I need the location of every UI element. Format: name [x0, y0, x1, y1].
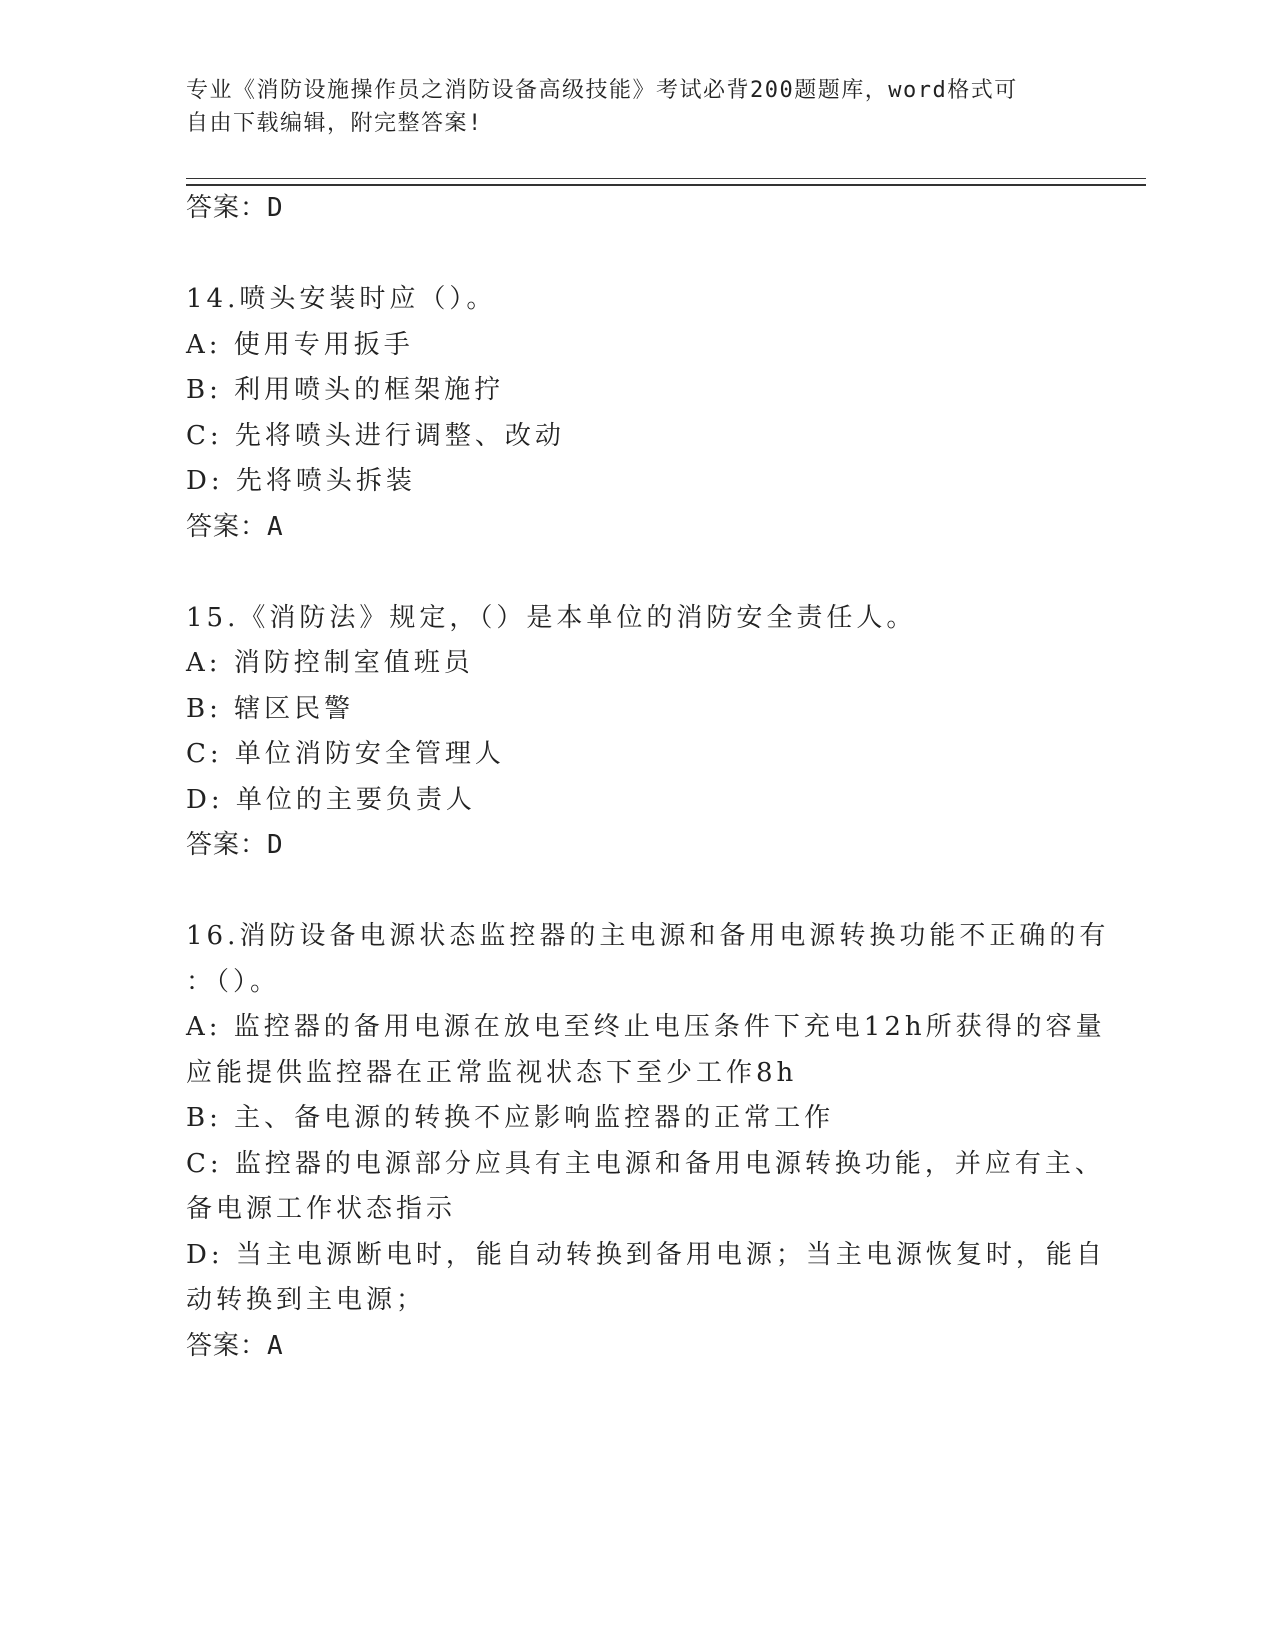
option-b: B: 辖区民警	[186, 693, 355, 724]
option-a: A: 消防控制室值班员	[186, 648, 474, 678]
document-header	[186, 74, 1076, 140]
option-b: B: 利用喷头的框架施拧	[186, 375, 505, 405]
question-stem: 16.消防设备电源状态监控器的主电源和备用电源转换功能不正确的有	[186, 921, 1110, 951]
answer: 答案：D	[186, 830, 284, 860]
question-14	[186, 277, 1086, 550]
option-a: A: 监控器的备用电源在放电至终止电压条件下充电12h所获得的容量	[186, 1012, 1106, 1042]
answer: 答案：A	[186, 511, 284, 542]
question-list	[186, 186, 1110, 1369]
previous-answer: 答案：D	[186, 193, 284, 223]
option-c: C: 监控器的电源部分应具有主电源和备用电源转换功能，并应有主、	[186, 1148, 1105, 1179]
option-c: C: 单位消防安全管理人	[186, 739, 505, 769]
header-line-1: 专业《消防设施操作员之消防设备高级技能》考试必背200题题库，word格式可	[186, 78, 1018, 103]
option-a: A: 使用专用扳手	[186, 329, 414, 360]
question-stem: 14.喷头安装时应（）。	[186, 284, 497, 314]
answer: 答案：A	[186, 1330, 284, 1361]
option-d: D: 当主电源断电时，能自动转换到备用电源；当主电源恢复时，能自	[186, 1239, 1106, 1270]
question-16	[186, 914, 1110, 1369]
option-b: B: 主、备电源的转换不应影响监控器的正常工作	[186, 1103, 835, 1133]
option-d: D: 单位的主要负责人	[186, 784, 476, 815]
question-15	[186, 596, 1086, 869]
option-c-continued: 备电源工作状态指示	[186, 1194, 457, 1224]
header-divider-thin	[186, 178, 1146, 179]
option-a-continued: 应能提供监控器在正常监视状态下至少工作8h	[186, 1057, 798, 1088]
option-d-continued: 动转换到主电源；	[186, 1285, 427, 1315]
header-line-2: 自由下载编辑，附完整答案!	[186, 111, 483, 136]
question-stem-continued: ：（）。	[186, 966, 281, 997]
option-d: D: 先将喷头拆装	[186, 466, 416, 496]
question-stem: 15.《消防法》规定，（）是本单位的消防安全责任人。	[186, 602, 917, 633]
option-c: C: 先将喷头进行调整、改动	[186, 420, 565, 451]
